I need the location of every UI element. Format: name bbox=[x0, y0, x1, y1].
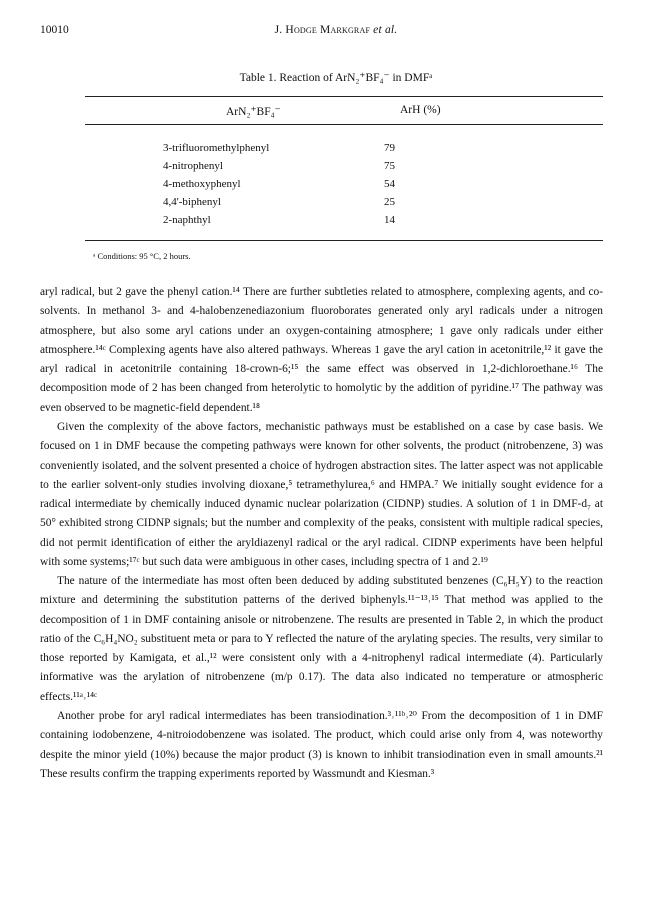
table-top-rule bbox=[85, 96, 603, 97]
table-col-header-reactant: ArN₂⁺BF₄⁻ bbox=[226, 106, 281, 118]
table-cell-yield: 25 bbox=[384, 196, 395, 208]
table-cell-aryl: 4-methoxyphenyl bbox=[163, 178, 241, 190]
table-cell-aryl: 4-nitrophenyl bbox=[163, 160, 223, 172]
table-row bbox=[0, 178, 672, 194]
page-header bbox=[0, 24, 672, 40]
table-cell-aryl: 3-trifluoromethylphenyl bbox=[163, 142, 270, 154]
body-paragraph: aryl radical, but 2 gave the phenyl cation.¹⁴ There are further subtleties related to atmosphere, complexing agents, and co-solvents. In methanol 3- and 4-halobenzenediazonium fluoroborates generated only aryl radicals under a nitrogen atmosphere, but also some aryl cations under an oxygen-containing atmosphere; 1 gave only radicals under either atmosphere.¹⁴ᶜ Complexing agents have also altered pathways. Whereas 1 gave the aryl cation in acetonitrile,¹² it gave the aryl radical in acetonitrile containing 18-crown-6;¹⁵ the same effect was observed in 1,2-dichloroethane.¹⁶ The decomposition mode of 2 has been changed from heterolytic to homolytic by the addition of pyridine.¹⁷ The pathway was even observed to be magnetic-field dependent.¹⁸ bbox=[40, 286, 603, 414]
running-head-etal: et al. bbox=[373, 24, 398, 36]
body-paragraph: The nature of the intermediate has most often been deduced by adding substituted benzenes (C₆H₅Y) to the reaction mixture and determining the substitution patterns of the derived biphenyls.¹¹⁻¹³˒¹⁵ That method was applied to the decomposition of 1 in DMF containing anisole or nitrobenzene. The results are presented in Table 2, in which the product ratio of the C₆H₄NO₂ substituent meta or para to Y reflected the nature of the arylating species. The results, very similar to those reported by Kamigata, et al.,¹² were consistent only with a 4-nitrophenyl radical intermediate (4). Particularly informative was the arylation of nitrobenzene (m/p 0.17). The data also indicated no temperature or atmospheric effects.¹¹ᵃ˒¹⁴ᶜ bbox=[40, 575, 603, 703]
running-head-author: J. Hodge Markgraf bbox=[274, 24, 371, 36]
table-row bbox=[0, 214, 672, 230]
table-cell-yield: 54 bbox=[384, 178, 395, 190]
body-paragraph: Given the complexity of the above factors, mechanistic pathways must be established on a case by case basis. We focused on 1 in DMF because the competing pathways were known for other solvents, the product (nitrobenzene, 3) was conveniently isolated, and the solvent presented a choice of hydrogen abstraction sites. The latter aspect was not applicable to the earlier solvent-only studies involving dioxane,⁵ tetramethylurea,⁶ and HMPA.⁷ We initially sought evidence for a radical intermediate by chemically induced dynamic nuclear polarization (CIDNP) studies. A solution of 1 in DMF-d₇ at 50° exhibited strong CIDNP signals; but the number and complexity of the peaks, consistent with multiple radical species, did not permit identification of either the aryldiazenyl radical or the aryl radical. CIDNP experiments have been helpful with some systems;¹⁷ᶜ but such data were ambiguous in other cases, including spectra of 1 and 2.¹⁹ bbox=[40, 421, 603, 569]
table-cell-aryl: 2-naphthyl bbox=[163, 214, 211, 226]
table-row bbox=[0, 196, 672, 212]
table-header-rule bbox=[85, 124, 603, 125]
running-head bbox=[0, 24, 672, 36]
table-cell-aryl: 4,4'-biphenyl bbox=[163, 196, 221, 208]
table-cell-yield: 79 bbox=[384, 142, 395, 154]
table-cell-yield: 14 bbox=[384, 214, 395, 226]
table-row bbox=[0, 160, 672, 176]
table-cell-yield: 75 bbox=[384, 160, 395, 172]
body-paragraph: Another probe for aryl radical intermediates has been transiodination.³˒¹¹ᵇ˒²⁰ From the decomposition of 1 in DMF containing iodobenzene, 4-nitroiodobenzene was isolated. The product, which could arise only from 4, was noteworthy despite the minor yield (10%) because the major product (3) is known to inhibit transiodination even in small amounts.²¹ These results confirm the trapping experiments reported by Wassmundt and Kiesman.³ bbox=[40, 710, 603, 780]
table-caption: Table 1. Reaction of ArN₂⁺BF₄⁻ in DMFᵃ bbox=[239, 72, 433, 84]
page-number: 10010 bbox=[40, 24, 69, 36]
table-footnote: ᵃ Conditions: 95 °C, 2 hours. bbox=[93, 251, 191, 261]
table-col-header-yield: ArH (%) bbox=[400, 104, 441, 116]
table-bottom-rule bbox=[85, 240, 603, 241]
table-row bbox=[0, 142, 672, 158]
